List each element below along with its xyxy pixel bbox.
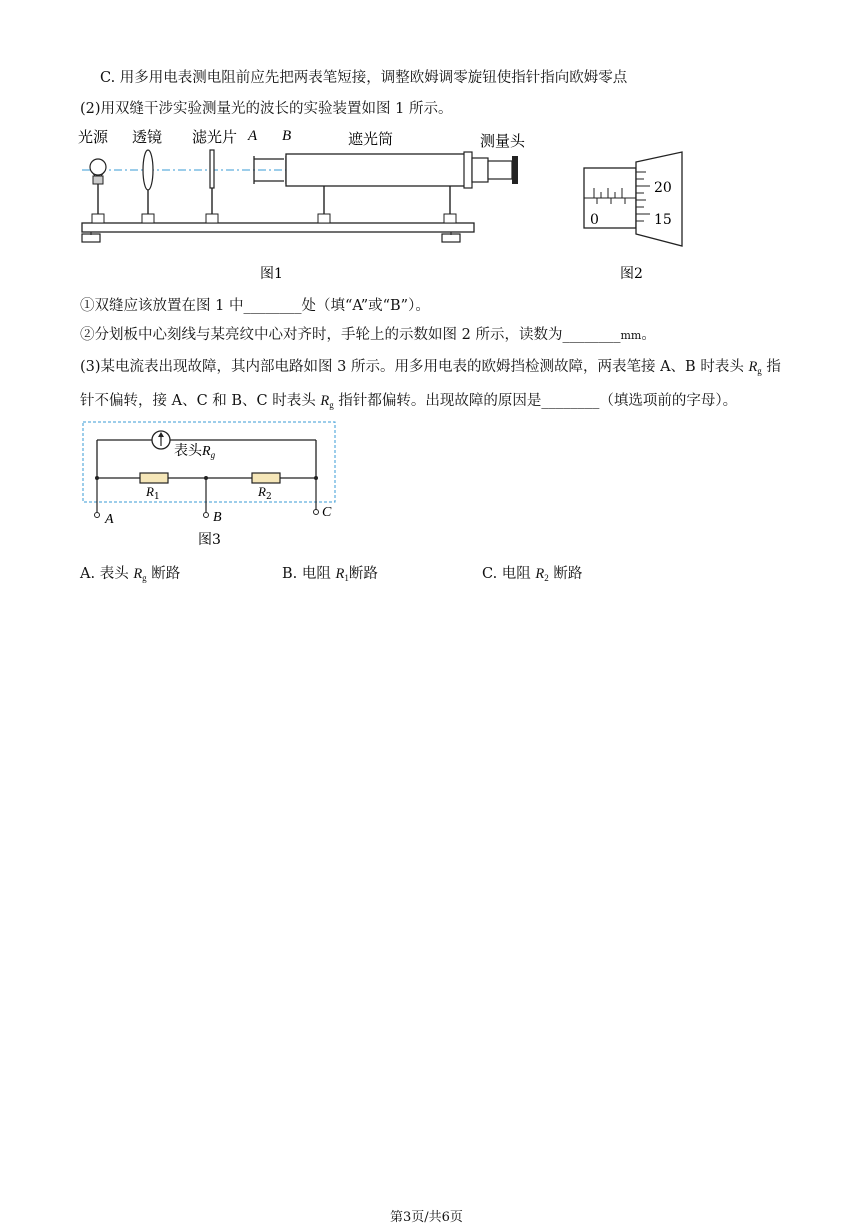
terminal-c — [314, 510, 319, 515]
label-tube: 遮光筒 — [348, 130, 394, 148]
light-shield-tube — [286, 154, 466, 186]
question-3-line-1: (3)某电流表出现故障，其内部电路如图 3 所示。用多用电表的欧姆挡检测故障，两表笔接 A、B 时表头 $R_g$ 指 — [80, 359, 781, 376]
lens-icon — [142, 150, 154, 223]
question-2-1: ①双缝应该放置在图 1 中________处（填“A”或“B”）。 — [80, 298, 430, 314]
question-2-2: ②分划板中心刻线与某亮纹中心对齐时，手轮上的示数如图 2 所示，读数为________mm。 — [80, 327, 656, 343]
thimble-20: 20 — [654, 180, 672, 196]
figure-1-apparatus — [78, 122, 538, 284]
terminal-b — [204, 513, 209, 518]
meter-label: 表头 — [174, 443, 202, 459]
figure-2-micrometer — [580, 150, 690, 284]
svg-text:表头Rg: 表头$R_g$ — [174, 443, 216, 460]
label-measuring-head: 测量头 — [480, 132, 526, 150]
figure-1-caption: 图1 — [260, 266, 283, 282]
bulb-icon — [90, 159, 106, 223]
resistor-r1 — [140, 473, 168, 483]
main-scale-zero: 0 — [590, 212, 599, 228]
svg-text:A: A — [105, 512, 114, 527]
figure-3-circuit — [80, 420, 342, 550]
label-light-source: 光源 — [78, 128, 109, 146]
label-filter: 滤光片 — [192, 128, 238, 146]
option-c: C. 电阻 $R_2$ 断路 — [482, 566, 583, 583]
resistor-r2 — [252, 473, 280, 483]
terminal-a — [95, 513, 100, 518]
question-2-intro: (2)用双缝干涉实验测量光的波长的实验装置如图 1 所示。 — [80, 101, 453, 117]
page-footer: 第3页/共6页 — [390, 1210, 463, 1225]
option-c-line: C. 用多用电表测电阻前应先把两表笔短接，调整欧姆调零旋钮使指针指向欧姆零点 — [100, 70, 628, 86]
option-b: B. 电阻 $R_1$断路 — [282, 566, 378, 583]
svg-text:R2: $R_2$ — [258, 484, 272, 502]
figure-3-caption: 图3 — [198, 532, 221, 548]
svg-text:C: C — [322, 505, 332, 520]
question-3-line-2: 针不偏转，接 A、C 和 B、C 时表头 $R_g$ 指针都偏转。出现故障的原因是________（填选项前的字母）。 — [80, 393, 738, 410]
label-position-b: B — [282, 128, 292, 144]
label-lens: 透镜 — [132, 128, 163, 146]
thimble-15: 15 — [654, 212, 672, 228]
label-position-a: A — [248, 128, 258, 144]
option-a: A. 表头 $R_g$ 断路 — [80, 566, 181, 583]
figure-2-caption: 图2 — [620, 266, 643, 282]
svg-text:R1: $R_1$ — [146, 484, 160, 502]
svg-text:B: B — [213, 510, 222, 525]
filter-icon — [206, 150, 218, 223]
base-rail — [82, 223, 474, 232]
